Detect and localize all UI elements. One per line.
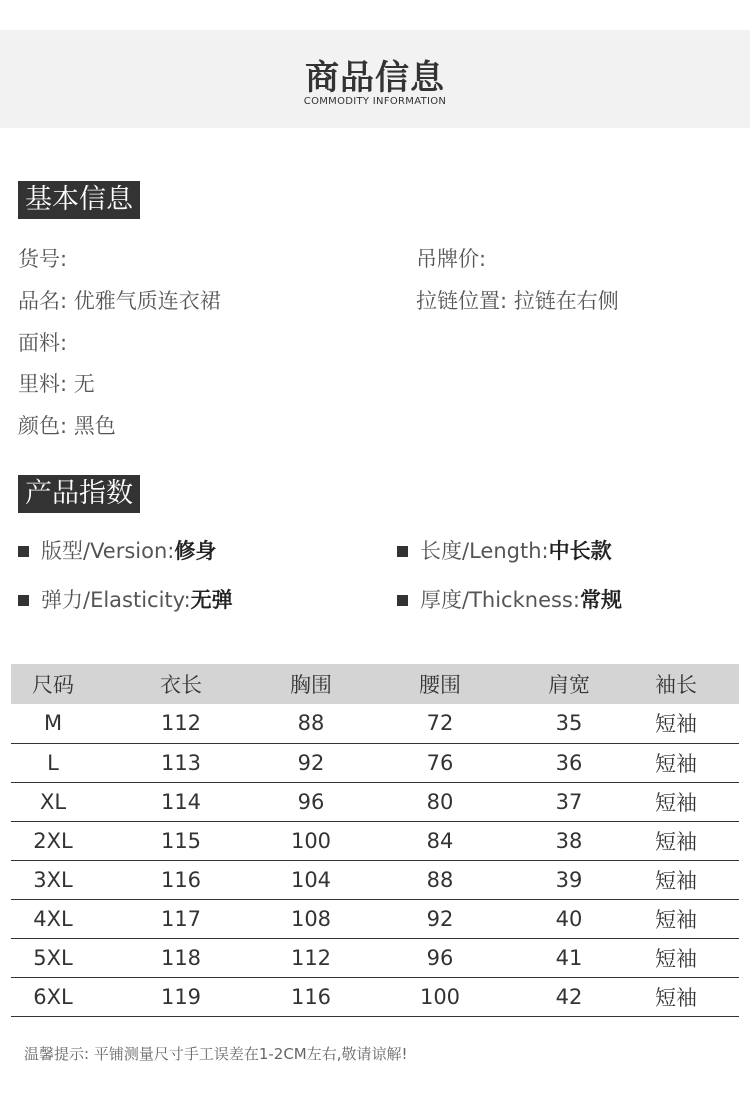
- item-number-field: 货号:: [18, 247, 68, 271]
- spec-elasticity: [18, 586, 233, 614]
- table-cell: 100: [355, 977, 525, 1016]
- column-header-size: 尺码: [11, 664, 95, 704]
- spec-label: 弹力/Elasticity:: [41, 588, 191, 612]
- table-cell: 116: [95, 860, 267, 899]
- table-cell: 104: [267, 860, 355, 899]
- table-cell: 92: [267, 743, 355, 782]
- table-cell: 84: [355, 821, 525, 860]
- table-cell: 36: [525, 743, 613, 782]
- spec-value: 常规: [579, 588, 622, 612]
- table-row: [11, 704, 739, 743]
- bullet-square-icon: [397, 546, 408, 557]
- table-cell: 88: [355, 860, 525, 899]
- table-cell: 短袖: [613, 860, 739, 899]
- column-header-shoulder: 肩宽: [525, 664, 613, 704]
- table-cell: M: [11, 704, 95, 743]
- spec-length: [397, 537, 612, 565]
- spec-label: 版型/Version:: [41, 539, 175, 563]
- spec-label: 厚度/Thickness:: [420, 588, 580, 612]
- table-cell: 72: [355, 704, 525, 743]
- table-cell: 96: [355, 938, 525, 977]
- table-cell: 短袖: [613, 899, 739, 938]
- column-header-sleeve: 袖长: [613, 664, 739, 704]
- bullet-square-icon: [397, 595, 408, 606]
- table-cell: 35: [525, 704, 613, 743]
- spec-label: 长度/Length:: [420, 539, 549, 563]
- table-cell: 6XL: [11, 977, 95, 1016]
- table-cell: 38: [525, 821, 613, 860]
- table-cell: 113: [95, 743, 267, 782]
- column-header-length: 衣长: [95, 664, 267, 704]
- table-cell: 76: [355, 743, 525, 782]
- spec-value: 修身: [174, 539, 217, 563]
- table-cell: 短袖: [613, 821, 739, 860]
- table-cell: XL: [11, 782, 95, 821]
- table-cell: 41: [525, 938, 613, 977]
- table-cell: 短袖: [613, 977, 739, 1016]
- table-cell: 96: [267, 782, 355, 821]
- section-heading-basic-info: 基本信息: [18, 181, 140, 219]
- table-cell: 92: [355, 899, 525, 938]
- table-cell: 短袖: [613, 704, 739, 743]
- table-row: [11, 899, 739, 938]
- fabric-field: 面料:: [18, 331, 68, 355]
- column-header-bust: 胸围: [267, 664, 355, 704]
- table-cell: 39: [525, 860, 613, 899]
- color-field: 颜色: 黑色: [18, 414, 116, 438]
- table-cell: 42: [525, 977, 613, 1016]
- table-row: [11, 743, 739, 782]
- spec-thickness: [397, 586, 622, 614]
- section-heading-product-index: 产品指数: [18, 475, 140, 513]
- table-cell: 5XL: [11, 938, 95, 977]
- table-cell: 117: [95, 899, 267, 938]
- table-row: [11, 938, 739, 977]
- tag-price-field: 吊牌价:: [416, 247, 487, 271]
- table-cell: L: [11, 743, 95, 782]
- table-row: [11, 821, 739, 860]
- table-cell: 119: [95, 977, 267, 1016]
- table-row: [11, 782, 739, 821]
- bullet-square-icon: [18, 595, 29, 606]
- table-cell: 115: [95, 821, 267, 860]
- spec-value: 无弹: [190, 588, 233, 612]
- table-cell: 88: [267, 704, 355, 743]
- table-cell: 112: [95, 704, 267, 743]
- table-cell: 112: [267, 938, 355, 977]
- lining-field: 里料: 无: [18, 372, 95, 396]
- table-row: [11, 977, 739, 1016]
- table-cell: 2XL: [11, 821, 95, 860]
- bullet-square-icon: [18, 546, 29, 557]
- page-subtitle: COMMODITY INFORMATION: [303, 96, 447, 107]
- page-title: 商品信息: [305, 58, 445, 98]
- measurement-disclaimer: 温馨提示: 平铺测量尺寸手工误差在1-2CM左右,敬请谅解!: [24, 1045, 408, 1063]
- size-chart-table: [11, 664, 739, 1017]
- table-cell: 37: [525, 782, 613, 821]
- spec-version: [18, 537, 216, 565]
- table-cell: 114: [95, 782, 267, 821]
- table-cell: 短袖: [613, 743, 739, 782]
- table-cell: 80: [355, 782, 525, 821]
- table-cell: 100: [267, 821, 355, 860]
- table-cell: 4XL: [11, 899, 95, 938]
- column-header-waist: 腰围: [355, 664, 525, 704]
- table-cell: 40: [525, 899, 613, 938]
- spec-value: 中长款: [548, 539, 612, 563]
- table-cell: 118: [95, 938, 267, 977]
- product-name-field: 品名: 优雅气质连衣裙: [18, 289, 221, 313]
- table-cell: 3XL: [11, 860, 95, 899]
- table-cell: 短袖: [613, 938, 739, 977]
- table-row: [11, 860, 739, 899]
- table-cell: 短袖: [613, 782, 739, 821]
- table-cell: 116: [267, 977, 355, 1016]
- zipper-position-field: 拉链位置: 拉链在右侧: [416, 289, 619, 313]
- table-header-row: [11, 664, 739, 704]
- table-cell: 108: [267, 899, 355, 938]
